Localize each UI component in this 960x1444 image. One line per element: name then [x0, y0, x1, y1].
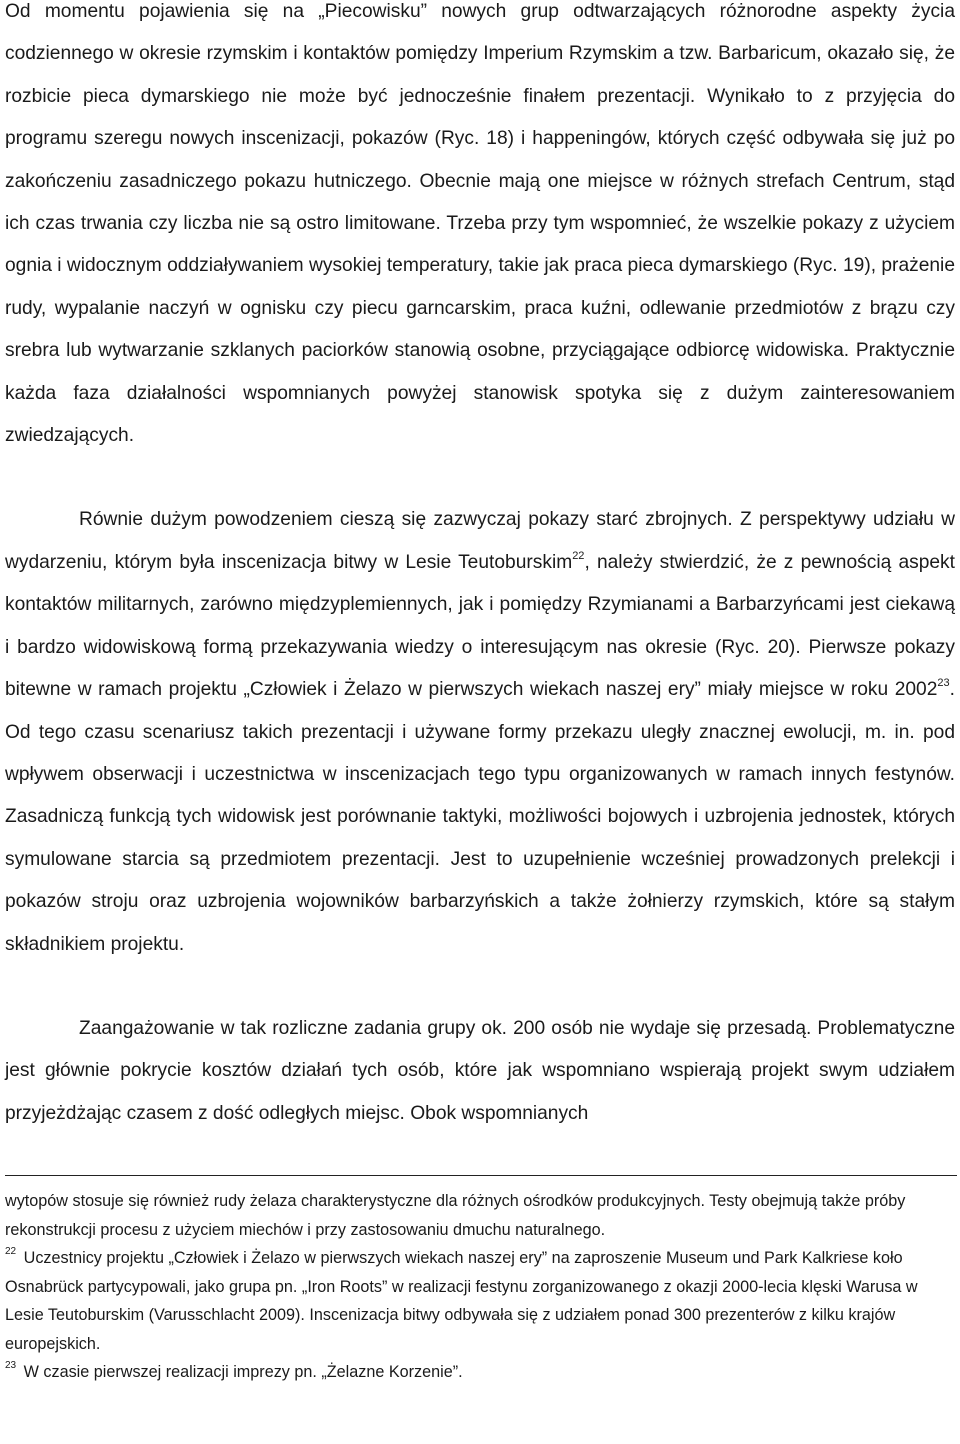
footnote-separator: [5, 1175, 957, 1176]
footnote-22: [5, 1244, 937, 1358]
footnote-22-text: Uczestnicy projektu „Człowiek i Żelazo w pierwszych wiekach naszej ery” na zaproszenie Museum und Park Kalkriese koło Osnabrück partycypowali, jako grupa pn. „Iron Roots” w realizacji festynu zorganizowanego z okazji 2000-lecia klęski Warusa w Lesie Teutoburskim (Varusschlacht 2009). Inscenizacja bitwy odbywała się z udziałem ponad 300 prezenterów z kilku krajów europejskich.: [5, 1249, 918, 1353]
footnote-ref-22[interactable]: 22: [572, 549, 585, 562]
footnotes-section: [5, 1187, 937, 1387]
paragraph-1: Od momentu pojawienia się na „Piecowisku” nowych grup odtwarzających różnorodne aspekty życia codziennego w okresie rzymskim i kontaktów pomiędzy Imperium Rzymskim a tzw. Barbaricum, okazało się, że rozbicie pieca dymarskiego nie może być jednocześnie finałem prezentacji. Wynikało to z przyjęcia do programu szeregu nowych inscenizacji, pokazów (Ryc. 18) i happeningów, których część odbywała się już po zakończeniu zasadniczego pokazu hutniczego. Obecnie mają one miejsce w różnych strefach Centrum, stąd ich czas trwania czy liczba nie są ostro limitowane. Trzeba przy tym wspomnieć, że wszelkie pokazy z użyciem ognia i widocznym oddziaływaniem wysokiej temperatury, takie jak praca pieca dymarskiego (Ryc. 19), prażenie rudy, wypalanie naczyń w ognisku czy piecu garncarskim, praca kuźni, odlewanie przedmiotów z brązu czy srebra lub wytwarzanie szklanych paciorków stanowią osobne, przyciągające odbiorcę widowiska. Praktycznie każda faza działalności wspomnianych powyżej stanowisk spotyka się z dużym zainteresowaniem zwiedzających.: [5, 1, 955, 447]
paragraph-2-part-a: Równie dużym powodzeniem cieszą się zazwyczaj pokazy starć zbrojnych. Z perspektywy udziału w wydarzeniu, którym była inscenizacja bitwy w Lesie Teutoburskim: [5, 509, 955, 573]
main-text: [5, 0, 955, 1135]
paragraph-2-part-c: . Od tego czasu scenariusz takich prezentacji i używane formy przekazu uległy znacznej ewolucji, m. in. pod wpływem obserwacji i uczestnictwa w inscenizacjach tego typu organizowanych w ramach innych festynów. Zasadniczą funkcją tych widowisk jest porównanie taktyki, możliwości bojowych i uzbrojenia jednostek, których symulowane starcia są przedmiotem prezentacji. Jest to uzupełnienie wcześniej prowadzonych prelekcji i pokazów stroju oraz uzbrojenia wojowników barbarzyńskich a także żołnierzy rzymskich, które są stałym składnikiem projektu.: [5, 679, 955, 955]
paragraph-2: [5, 499, 955, 965]
footnote-22-number: 22: [5, 1246, 17, 1257]
footnote-23: [5, 1358, 937, 1387]
footnote-23-text: W czasie pierwszej realizacji imprezy pn. „Żelazne Korzenie”.: [19, 1363, 463, 1381]
paragraph-2-part-b: , należy stwierdzić, że z pewnością aspekt kontaktów militarnych, zarówno międzyplemiennych, jak i pomiędzy Rzymianami a Barbarzyńcami jest ciekawą i bardzo widowiskową formą przekazywania wiedzy o interesującym nas okresie (Ryc. 20). Pierwsze pokazy bitewne w ramach projektu „Człowiek i Żelazo w pierwszych wiekach naszej ery” miały miejsce w roku 2002: [5, 551, 955, 701]
paragraph-3: Zaangażowanie w tak rozliczne zadania grupy ok. 200 osób nie wydaje się przesadą. Problematyczne jest głównie pokrycie kosztów działań tych osób, które jak wspomniano wspierają projekt swym udziałem przyjeżdżając czasem z dość odległych miejsc. Obok wspomnianych: [5, 1017, 955, 1124]
footnote-23-number: 23: [5, 1360, 17, 1371]
footnote-continuation: wytopów stosuje się również rudy żelaza charakterystyczne dla różnych ośrodków produkcyjnych. Testy obejmują także próby rekonstrukcji procesu z użyciem miechów i przy zastosowaniu dmuchu naturalnego.: [5, 1192, 906, 1239]
footnote-ref-23[interactable]: 23: [937, 677, 950, 690]
